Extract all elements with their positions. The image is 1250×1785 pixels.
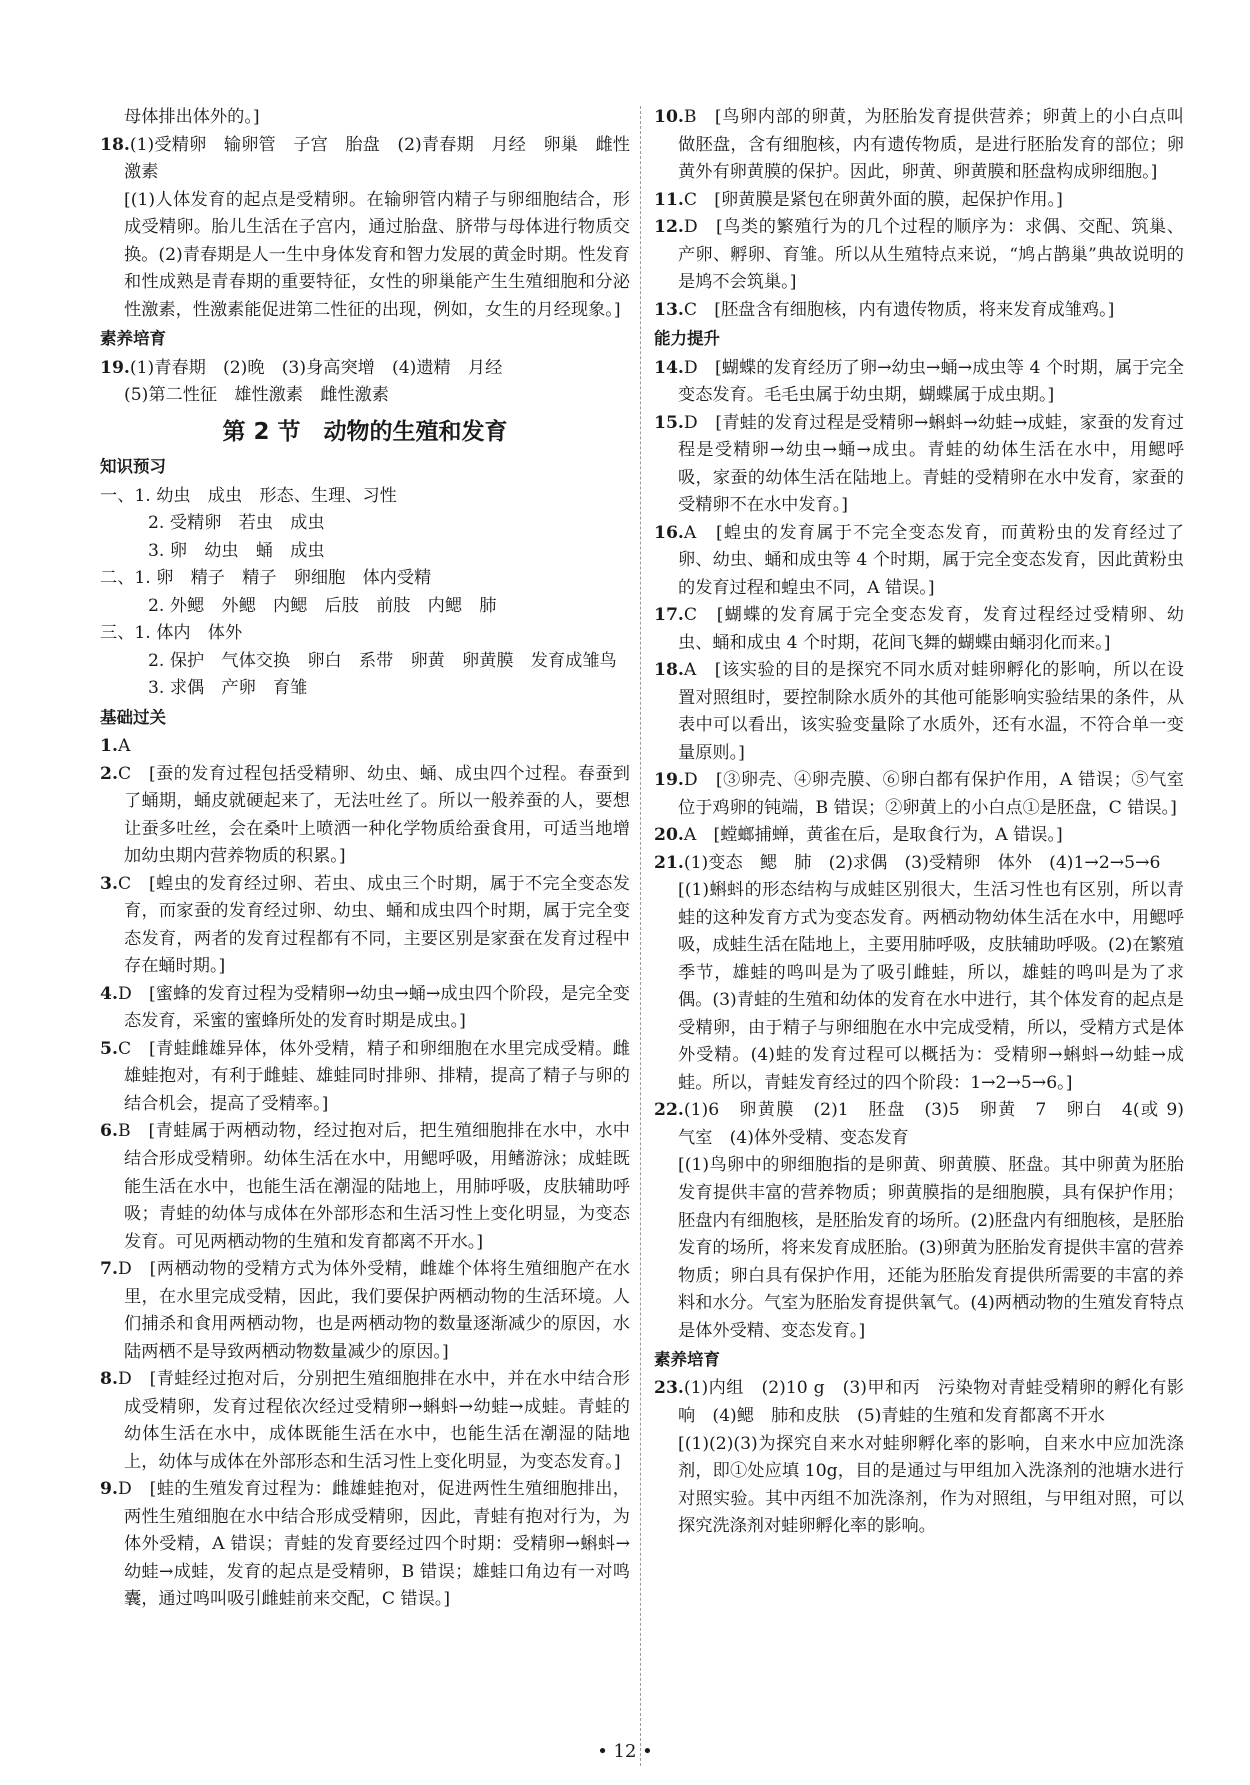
answer-item [100,761,630,871]
right-column [654,104,1202,1725]
item-number: 20. [654,825,684,846]
item-number: 18. [654,660,684,681]
explanation-text [100,382,630,410]
explanation-text [100,104,630,132]
item-text: 二、1. 卵 精子 精子 卵细胞 体内受精 [100,568,432,589]
answer-line [100,510,630,538]
answer-item [100,1036,630,1119]
item-text: C [蚕的发育过程包括受精卵、幼虫、蛹、成虫四个过程。春蚕到了蛹期，蛹皮就硬起来了，无法吐丝了。所以一般养蚕的人，要想让蚕多吐丝，会在桑叶上喷洒一种化学物质给蚕食用，可适当地增加幼虫期内营养物质的积累。] [117,763,630,867]
item-text: 2. 保护 气体交换 卵白 系带 卵黄 卵黄膜 发育成雏鸟 [148,650,617,671]
item-text: C [青蛙雌雄异体，体外受精，精子和卵细胞在水里完成受精。雌雄蛙抱对，有利于雌蛙、雄蛙同时排卵、排精，提高了精子与卵的结合机会，提高了受精率。] [117,1038,630,1114]
item-text: D [两栖动物的受精方式为体外受精，雌雄个体将生殖细胞产在水里，在水里完成受精，因此，我们要保护两栖动物的生活环境。人们捕杀和食用两栖动物，也是两栖动物的数量逐渐减少的原因，水陆两栖不是导致两栖动物数量减少的原因。] [117,1259,630,1362]
answer-line [100,538,630,566]
item-text: A [蝗虫的发育属于不完全变态发育，而黄粉虫的发育经过了卵、幼虫、蛹和成虫等 4 个时期，属于完全变态发育，因此黄粉虫的发育过程和蝗虫不同，A 错误。] [678,522,1184,598]
section-heading [100,454,630,480]
item-text: [(1)鸟卵中的卵细胞指的是卵黄、卵黄膜、胚盘。其中卵黄为胚胎发育提供丰富的营养物质；卵黄膜指的是细胞膜，具有保护作用；胚盘内有细胞核，是胚胎发育的场所。(2)胚盘内有细胞核，是胚胎发育的场所，将来发育成胚胎。(3)卵黄为胚胎发育提供丰富的营养物质；卵白具有保护作用，还能为胚胎发育提供所需要的丰富的养料和水分。气室为胚胎发育提供氧气。(4)两栖动物的生殖发育特点是体外受精、变态发育。] [678,1155,1184,1341]
explanation-text [654,1431,1184,1541]
item-text: 2. 受精卵 若虫 成虫 [148,513,325,534]
answer-item [100,871,630,981]
item-text: (1)内组 (2)10 g (3)甲和丙 污染物对青蛙受精卵的孵化有影响 (4)鳃 肺和皮肤 (5)青蛙的生殖和发育都离不开水 [678,1378,1184,1426]
answer-item [654,410,1184,520]
item-text: 三、1. 体内 体外 [100,623,243,644]
item-text: 3. 卵 幼虫 蛹 成虫 [148,540,325,561]
item-text: [(1)(2)(3)为探究自来水对蛙卵孵化率的影响，自来水中应加洗涤剂，即①处应填 10g，目的是通过与甲组加入洗涤剂的池塘水进行对照实验。其中丙组不加洗涤剂，作为对照组，与甲组对照，可以探究洗涤剂对蛙卵孵化率的影响。 [678,1433,1184,1537]
item-text: C [卵黄膜是紧包在卵黄外面的膜，起保护作用。] [683,189,1063,210]
item-number: 13. [654,299,684,320]
explanation-text [100,187,630,325]
item-text: 能力提升 [654,329,720,349]
text-line [100,483,630,511]
item-text: D [③卵壳、④卵壳膜、⑥卵白都有保护作用，A 错误；⑤气室位于鸡卵的钝端，B 错误；②卵黄上的小白点①是胚盘，C 错误。] [678,770,1184,818]
item-number: 15. [654,412,684,433]
chapter-title [100,414,630,451]
item-number: 22. [654,1100,684,1121]
item-text: [(1)蝌蚪的形态结构与成蛙区别很大，生活习性也有区别，所以青蛙的这种发育方式为变态发育。两栖动物幼体生活在水中，用鳃呼吸，成蛙生活在陆地上，主要用肺呼吸，皮肤辅助呼吸。(2)在繁殖季节，雄蛙的鸣叫是为了吸引雌蛙，所以，雄蛙的鸣叫是为了求偶。(3)青蛙的生殖和幼体的发育在水中进行，其个体发育的起点是受精卵，由于精子与卵细胞在水中完成受精，所以，受精方式是体外受精。(4)蛙的发育过程可以概括为：受精卵→蝌蚪→幼蛙→成蛙。所以，青蛙发育经过的四个阶段：1→2→5→6。] [678,880,1184,1093]
item-text: 母体排出体外的。] [124,107,260,127]
item-number: 7. [100,1259,118,1280]
item-number: 8. [100,1369,118,1390]
item-text: D [青蛙经过抱对后，分别把生殖细胞排在水中，并在水中结合形成受精卵，发育过程依次经过受精卵→蝌蚪→幼蛙→成蛙。青蛙的幼体生活在水中，成体既能生活在水中，也能生活在潮湿的陆地上，幼体与成体在外部形态和生活习性上变化明显，为变态发育。] [117,1369,630,1472]
section-heading [654,1347,1184,1373]
answer-item [654,187,1184,215]
left-column [100,104,630,1725]
answer-line [100,675,630,703]
item-text: (1)6 卵黄膜 (2)1 胚盘 (3)5 卵黄 7 卵白 4(或 9) 气室 (4)体外受精、变态发育 [678,1100,1202,1148]
answer-item [100,132,630,187]
section-heading [654,326,1184,352]
item-text: D [青蛙的发育过程是受精卵→蝌蚪→幼蛙→成蛙，家蚕的发育过程是受精卵→幼虫→蛹→成虫。青蛙的幼体生活在水中，用鳃呼吸，家蚕的幼体生活在陆地上。青蛙的受精卵在水中发育，家蚕的受精卵不在水中发育。] [678,412,1184,516]
answer-item [654,297,1184,325]
answer-item [654,822,1184,850]
answer-item [100,733,630,761]
item-text: C [胚盘含有细胞核，内有遗传物质，将来发育成雏鸡。] [683,299,1115,320]
item-text: (1)变态 鳃 肺 (2)求偶 (3)受精卵 体外 (4)1→2→5→6 [683,852,1161,873]
item-text: A [螳螂捕蝉，黄雀在后，是取食行为，A 错误。] [683,825,1063,846]
item-number: 19. [654,770,684,791]
item-number: 19. [100,357,130,378]
item-number: 6. [100,1121,118,1142]
answer-item [654,1097,1202,1152]
item-number: 21. [654,852,684,873]
item-number: 16. [654,522,684,543]
item-number: 12. [654,217,684,238]
answer-item [100,1366,630,1476]
item-text: 一、1. 幼虫 成虫 形态、生理、习性 [100,485,397,506]
item-text: A [117,736,131,757]
answer-line [100,593,630,621]
item-number: 23. [654,1378,684,1399]
item-text: A [该实验的目的是探究不同水质对蛙卵孵化的影响，所以在设置对照组时，要控制除水质外的其他可能影响实验结果的条件，从表中可以看出，该实验变量除了水质外，还有水温，不符合单一变量原则。] [678,660,1184,763]
item-text: (5)第二性征 雄性激素 雌性激素 [124,385,389,406]
item-text: D [鸟类的繁殖行为的几个过程的顺序为：求偶、交配、筑巢、产卵、孵卵、育雏。所以从生殖特点来说，“鸠占鹊巢”典故说明的是鸠不会筑巢。] [678,217,1184,293]
answer-line [100,648,630,676]
item-text: B [鸟卵内部的卵黄，为胚胎发育提供营养；卵黄上的小白点叫做胚盘，含有细胞核，内有遗传物质，是进行胚胎发育的部位；卵黄外有卵黄膜的保护。因此，卵黄、卵黄膜和胚盘构成卵细胞。] [678,107,1184,183]
explanation-text [654,877,1184,1097]
column-divider [640,106,641,1766]
text-line [100,620,630,648]
answer-item [100,1256,630,1366]
item-text: 2. 外鳃 外鳃 内鳃 后肢 前肢 内鳃 肺 [148,595,497,616]
answer-item [654,850,1184,878]
item-text: [(1)人体发育的起点是受精卵。在输卵管内精子与卵细胞结合，形成受精卵。胎儿生活在子宫内，通过胎盘、脐带与母体进行物质交换。(2)青春期是人一生中身体发育和智力发展的黄金时期。性发育和性成熟是青春期的重要特征，女性的卵巢能产生生殖细胞和分泌性激素，性激素能促进第二性征的出现，例如，女生的月经现象。] [124,189,630,320]
answer-item [654,520,1184,603]
section-heading [100,326,630,352]
item-number: 1. [100,736,118,757]
item-text: (1)受精卵 输卵管 子宫 胎盘 (2)青春期 月经 卵巢 雌性激素 [124,134,630,183]
item-text: D [蛙的生殖发育过程为：雌雄蛙抱对，促进两性生殖细胞排出，两性生殖细胞在水中结合形成受精卵，因此，青蛙有抱对行为，为体外受精，A 错误；青蛙的发育要经过四个时期：受精卵→蝌蚪→幼蛙→成蛙，发育的起点是受精卵，B 错误；雄蛙口角边有一对鸣囊，通过鸣叫吸引雌蛙前来交配，C 错误。] [117,1479,630,1610]
item-number: 3. [100,873,118,894]
item-number: 17. [654,605,684,626]
answer-item [654,602,1184,657]
answer-item [100,1476,630,1614]
item-number: 4. [100,983,118,1004]
item-text: D [蜜蜂的发育过程为受精卵→幼虫→蛹→成虫四个阶段，是完全变态发育，采蜜的蜜蜂所处的发育时期是成虫。] [117,983,630,1032]
answer-item [654,657,1184,767]
item-text: 素养培育 [654,1350,720,1370]
item-number: 14. [654,357,684,378]
answer-item [100,1118,630,1256]
item-text: B [青蛙属于两栖动物，经过抱对后，把生殖细胞排在水中，水中结合形成受精卵。幼体生活在水中，用鳃呼吸，用鳍游泳；成蛙既能生活在水中，也能生活在潮湿的陆地上，用肺呼吸，皮肤辅助呼吸；青蛙的幼体与成体在外部形态和生活习性上变化明显，为变态发育。可见两栖动物的生殖和发育都离不开水。] [117,1121,630,1252]
item-number: 18. [100,134,130,155]
section-heading [100,705,630,731]
page-number: • 12 • [597,1741,653,1762]
item-number: 5. [100,1038,118,1059]
text-line [100,565,630,593]
answer-item [100,355,630,383]
answer-item [654,767,1184,822]
item-text: D [蝴蝶的发育经历了卵→幼虫→蛹→成虫等 4 个时期，属于完全变态发育。毛毛虫属于幼虫期，蝴蝶属于成虫期。] [678,357,1184,406]
answer-item [654,104,1184,187]
item-text: C [蝴蝶的发育属于完全变态发育，发育过程经过受精卵、幼虫、蛹和成虫 4 个时期，花间飞舞的蝴蝶由蛹羽化而来。] [678,605,1184,653]
item-text: 3. 求偶 产卵 育雏 [148,678,308,699]
item-text: 基础过关 [100,707,166,727]
item-number: 10. [654,107,684,127]
item-text: 知识预习 [100,457,166,477]
item-text: C [蝗虫的发育经过卵、若虫、成虫三个时期，属于不完全变态发育，而家蚕的发育经过卵、幼虫、蛹和成虫四个时期，属于完全变态发育，两者的发育过程都有不同，主要区别是家蚕在发育过程中存在蛹时期。] [117,873,630,977]
item-number: 11. [654,189,684,210]
answer-item [654,1375,1184,1430]
answer-item [654,214,1184,297]
answer-item [654,355,1184,410]
explanation-text [654,1152,1184,1345]
item-number: 2. [100,763,118,784]
answer-item [100,981,630,1036]
item-number: 9. [100,1479,118,1500]
item-text: (1)青春期 (2)晚 (3)身高突增 (4)遗精 月经 [129,357,503,378]
item-text: 第 2 节 动物的生殖和发育 [222,418,508,445]
item-text: 素养培育 [100,329,166,349]
